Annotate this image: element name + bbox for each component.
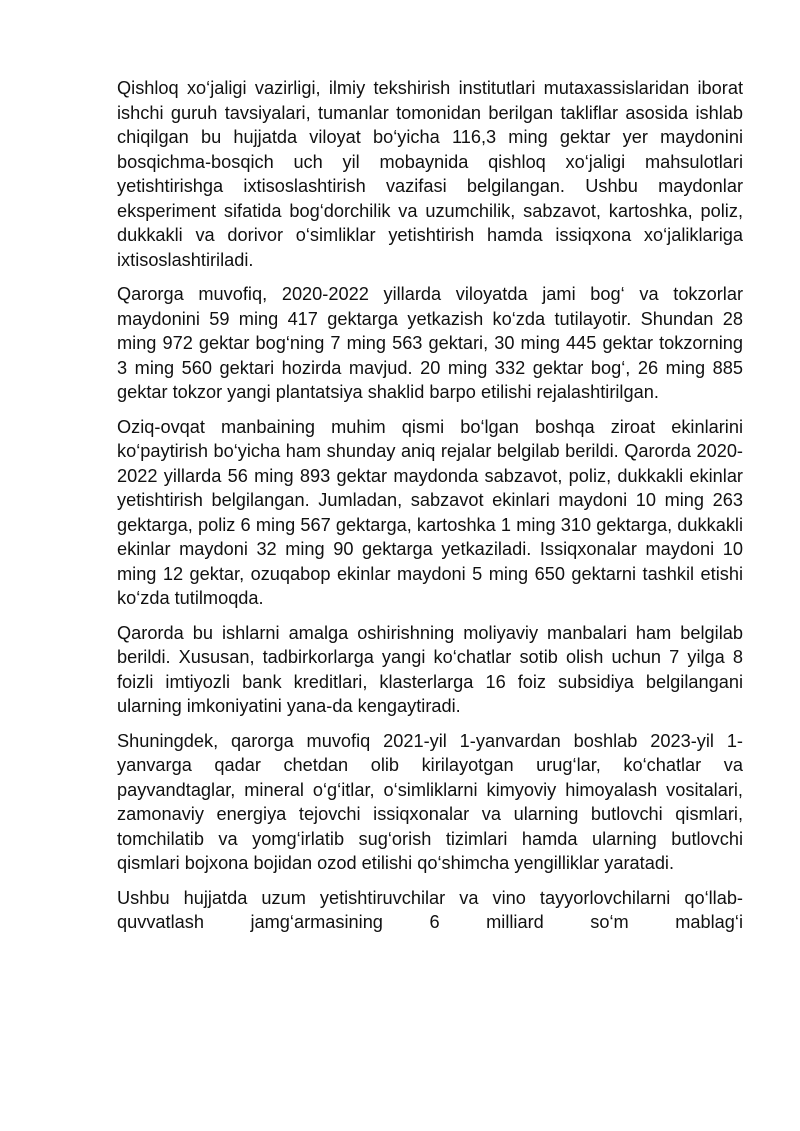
paragraph-customs-exemption: Shuningdek, qarorga muvofiq 2021-yil 1-yanvardan boshlab 2023-yil 1-yanvarga qadar chetdan olib kirilayotgan urug‘lar, ko‘chatlar va payvandtaglar, mineral o‘g‘itlar, o‘simliklarni kimyoviy himoyalash vositalari, zamonaviy energiya tejovchi issiqxonalar va ularning butlovchi qismlari, tomchilatib va yomg‘irlatib sug‘orish tizimlari hamda ularning butlovchi qismlari bojxona bojidan ozod etilishi qo‘shimcha yengilliklar yaratadi.: [117, 730, 743, 873]
paragraph-orchards-vineyards: Qarorga muvofiq, 2020-2022 yillarda viloyatda jami bog‘ va tokzorlar maydonini 59 ming 417 gektarga yetkazish ko‘zda tutilayotir. Shundan 28 ming 972 gektar bog‘ning 7 ming 563 gektari, 30 ming 445 gektar tokzorning 3 ming 560 gektari hozirda mavjud. 20 ming 332 gektar bog‘, 26 ming 885 gektar tokzor yangi plantatsiya shaklid barpo etilishi rejalashtirilgan.: [117, 284, 743, 402]
paragraph-crops: Oziq-ovqat manbaining muhim qismi bo‘lgan boshqa ziroat ekinlarini ko‘paytirish bo‘yicha ham shunday aniq rejalar belgilab berildi. Qarorda 2020-2022 yillarda 56 ming 893 gektar maydonda sabzavot, poliz, dukkakli ekinlar yetishtirish belgilangan. Jumladan, sabzavot ekinlari maydoni 10 ming 263 gektarga, poliz 6 ming 567 gektarga, kartoshka 1 ming 310 gektarga, dukkakli ekinlar maydoni 32 ming 90 gektarga yetkaziladi. Issiqxonalar maydoni 10 ming 12 gektar, ozuqabop ekinlar maydoni 5 ming 650 gektarni tashkil etishi ko‘zda tutilmoqda.: [117, 416, 743, 608]
paragraph-financing: Qarorda bu ishlarni amalga oshirishning moliyaviy manbalari ham belgilab berildi. Xususan, tadbirkorlarga yangi ko‘chatlar sotib olish uchun 7 yilga 8 foizli imtiyozli bank kreditlari, klasterlarga 16 foiz subsidiya belgilangani ularning imkoniyatini yana-da kengaytiradi.: [117, 622, 743, 716]
document-page: [117, 76, 743, 935]
paragraph-specialization: Qishloq xo‘jaligi vazirligi, ilmiy tekshirish institutlari mutaxassislaridan iborat ishchi guruh tavsiyalari, tumanlar tomonidan berilgan takliflar asosida ishlab chiqilgan bu hujjatda viloyat bo‘yicha 116,3 ming gektar yer maydonini bosqichma-bosqich uch yil mobaynida qishloq xo‘jaligi mahsulotlari yetishtirishga ixtisoslashtirish vazifasi belgilangan. Ushbu maydonlar eksperiment sifatida bog‘dorchilik va uzumchilik, sabzavot, kartoshka, poliz, dukkakli va dorivor o‘simliklar yetishtirish hamda issiqxona xo‘jaliklariga ixtisoslashtiriladi.: [117, 78, 743, 270]
paragraph-fund: Ushbu hujjatda uzum yetishtiruvchilar va vino tayyorlovchilarni qo‘llab-quvvatlash jamg‘armasining 6 milliard so‘m mablag‘i: [117, 887, 743, 932]
